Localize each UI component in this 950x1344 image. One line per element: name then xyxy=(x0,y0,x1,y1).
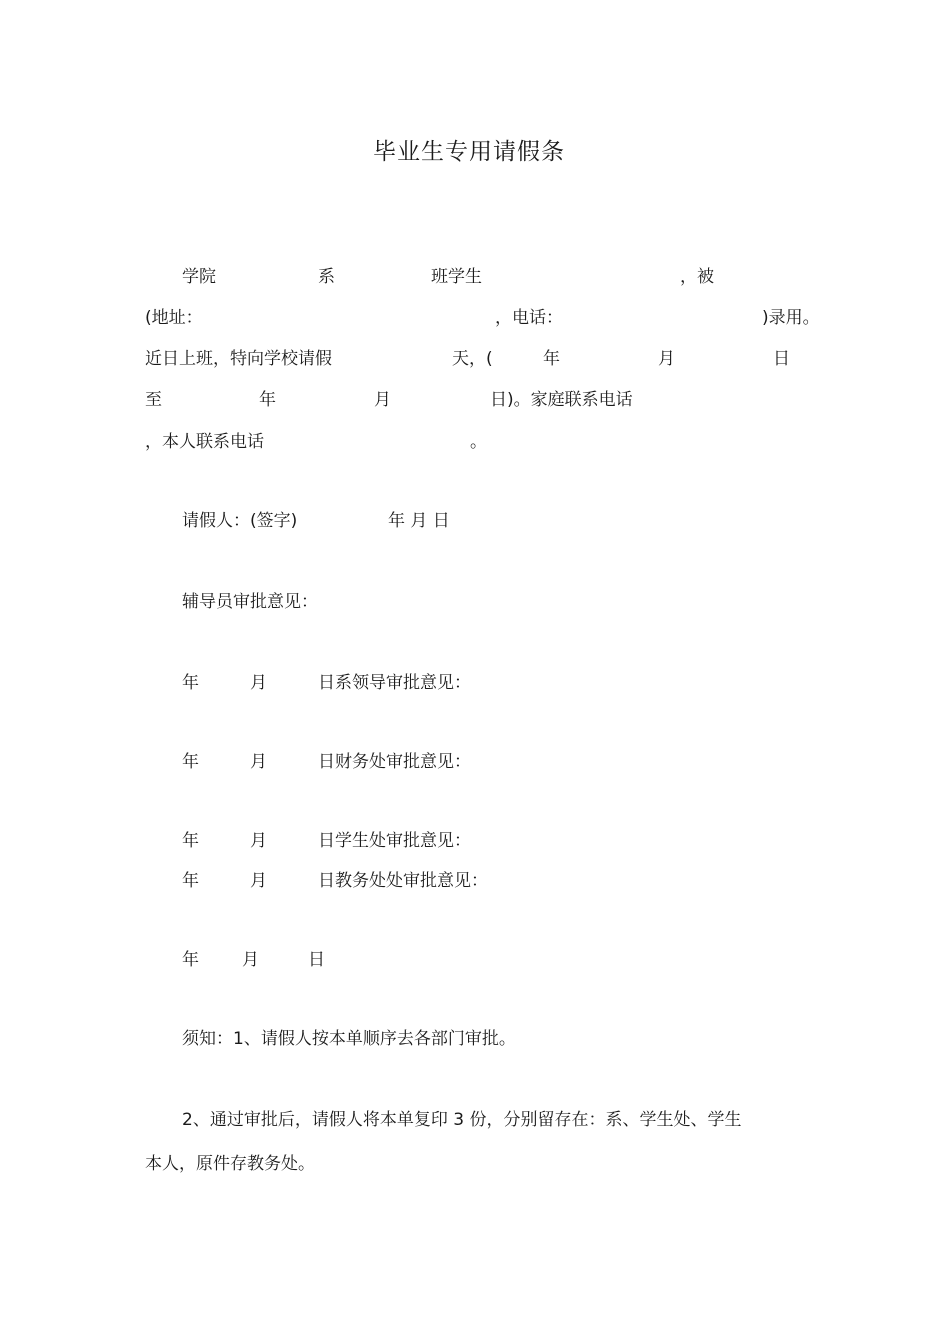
note-1: 须知：1、请假人按本单顺序去各部门审批。 xyxy=(182,1029,516,1049)
date-year: 年 xyxy=(182,752,199,772)
sentence-end: 。 xyxy=(470,432,487,452)
note-2-line-1: 2、通过审批后，请假人将本单复印 3 份，分别留存在：系、学生处、学生 xyxy=(182,1110,742,1130)
date-month: 月 xyxy=(250,871,267,891)
counselor-approval-label: 辅导员审批意见： xyxy=(182,592,318,612)
from-month-label: 月 xyxy=(658,349,675,369)
class-student-label: 班学生 xyxy=(431,267,482,287)
date-year: 年 xyxy=(182,831,199,851)
final-date-year: 年 xyxy=(182,950,199,970)
date-month: 月 xyxy=(250,752,267,772)
page-title: 毕业生专用请假条 xyxy=(373,139,565,165)
applicant-signature-label: 请假人：(签字) xyxy=(182,511,298,531)
family-phone-label: 日)。家庭联系电话 xyxy=(490,390,633,410)
date-year: 年 xyxy=(182,673,199,693)
date-month: 月 xyxy=(250,673,267,693)
final-date-day: 日 xyxy=(308,950,325,970)
dept-label: 系 xyxy=(318,267,335,287)
employed-by-label: ，被 xyxy=(680,267,714,287)
college-label: 学院 xyxy=(182,267,216,287)
from-year-label: 年 xyxy=(543,349,560,369)
address-label: (地址： xyxy=(145,308,203,328)
note-2-line-2: 本人，原件存教务处。 xyxy=(145,1154,315,1174)
student-office-approval-label: 日学生处审批意见： xyxy=(318,831,471,851)
academic-office-approval-label: 日教务处处审批意见： xyxy=(318,871,488,891)
final-date-month: 月 xyxy=(242,950,259,970)
applicant-date: 年 月 日 xyxy=(388,511,450,531)
to-year-label: 年 xyxy=(259,390,276,410)
personal-phone-label: ，本人联系电话 xyxy=(145,432,264,452)
to-month-label: 月 xyxy=(374,390,391,410)
from-day-label: 日 xyxy=(773,349,790,369)
dept-leader-approval-label: 日系领导审批意见： xyxy=(318,673,471,693)
date-month: 月 xyxy=(250,831,267,851)
hired-label: )录用。 xyxy=(762,308,820,328)
request-leave-text: 近日上班，特向学校请假 xyxy=(145,349,332,369)
to-label: 至 xyxy=(145,390,162,410)
days-label: 天，( xyxy=(452,349,493,369)
phone-label: ，电话： xyxy=(495,308,563,328)
finance-approval-label: 日财务处审批意见： xyxy=(318,752,471,772)
date-year: 年 xyxy=(182,871,199,891)
